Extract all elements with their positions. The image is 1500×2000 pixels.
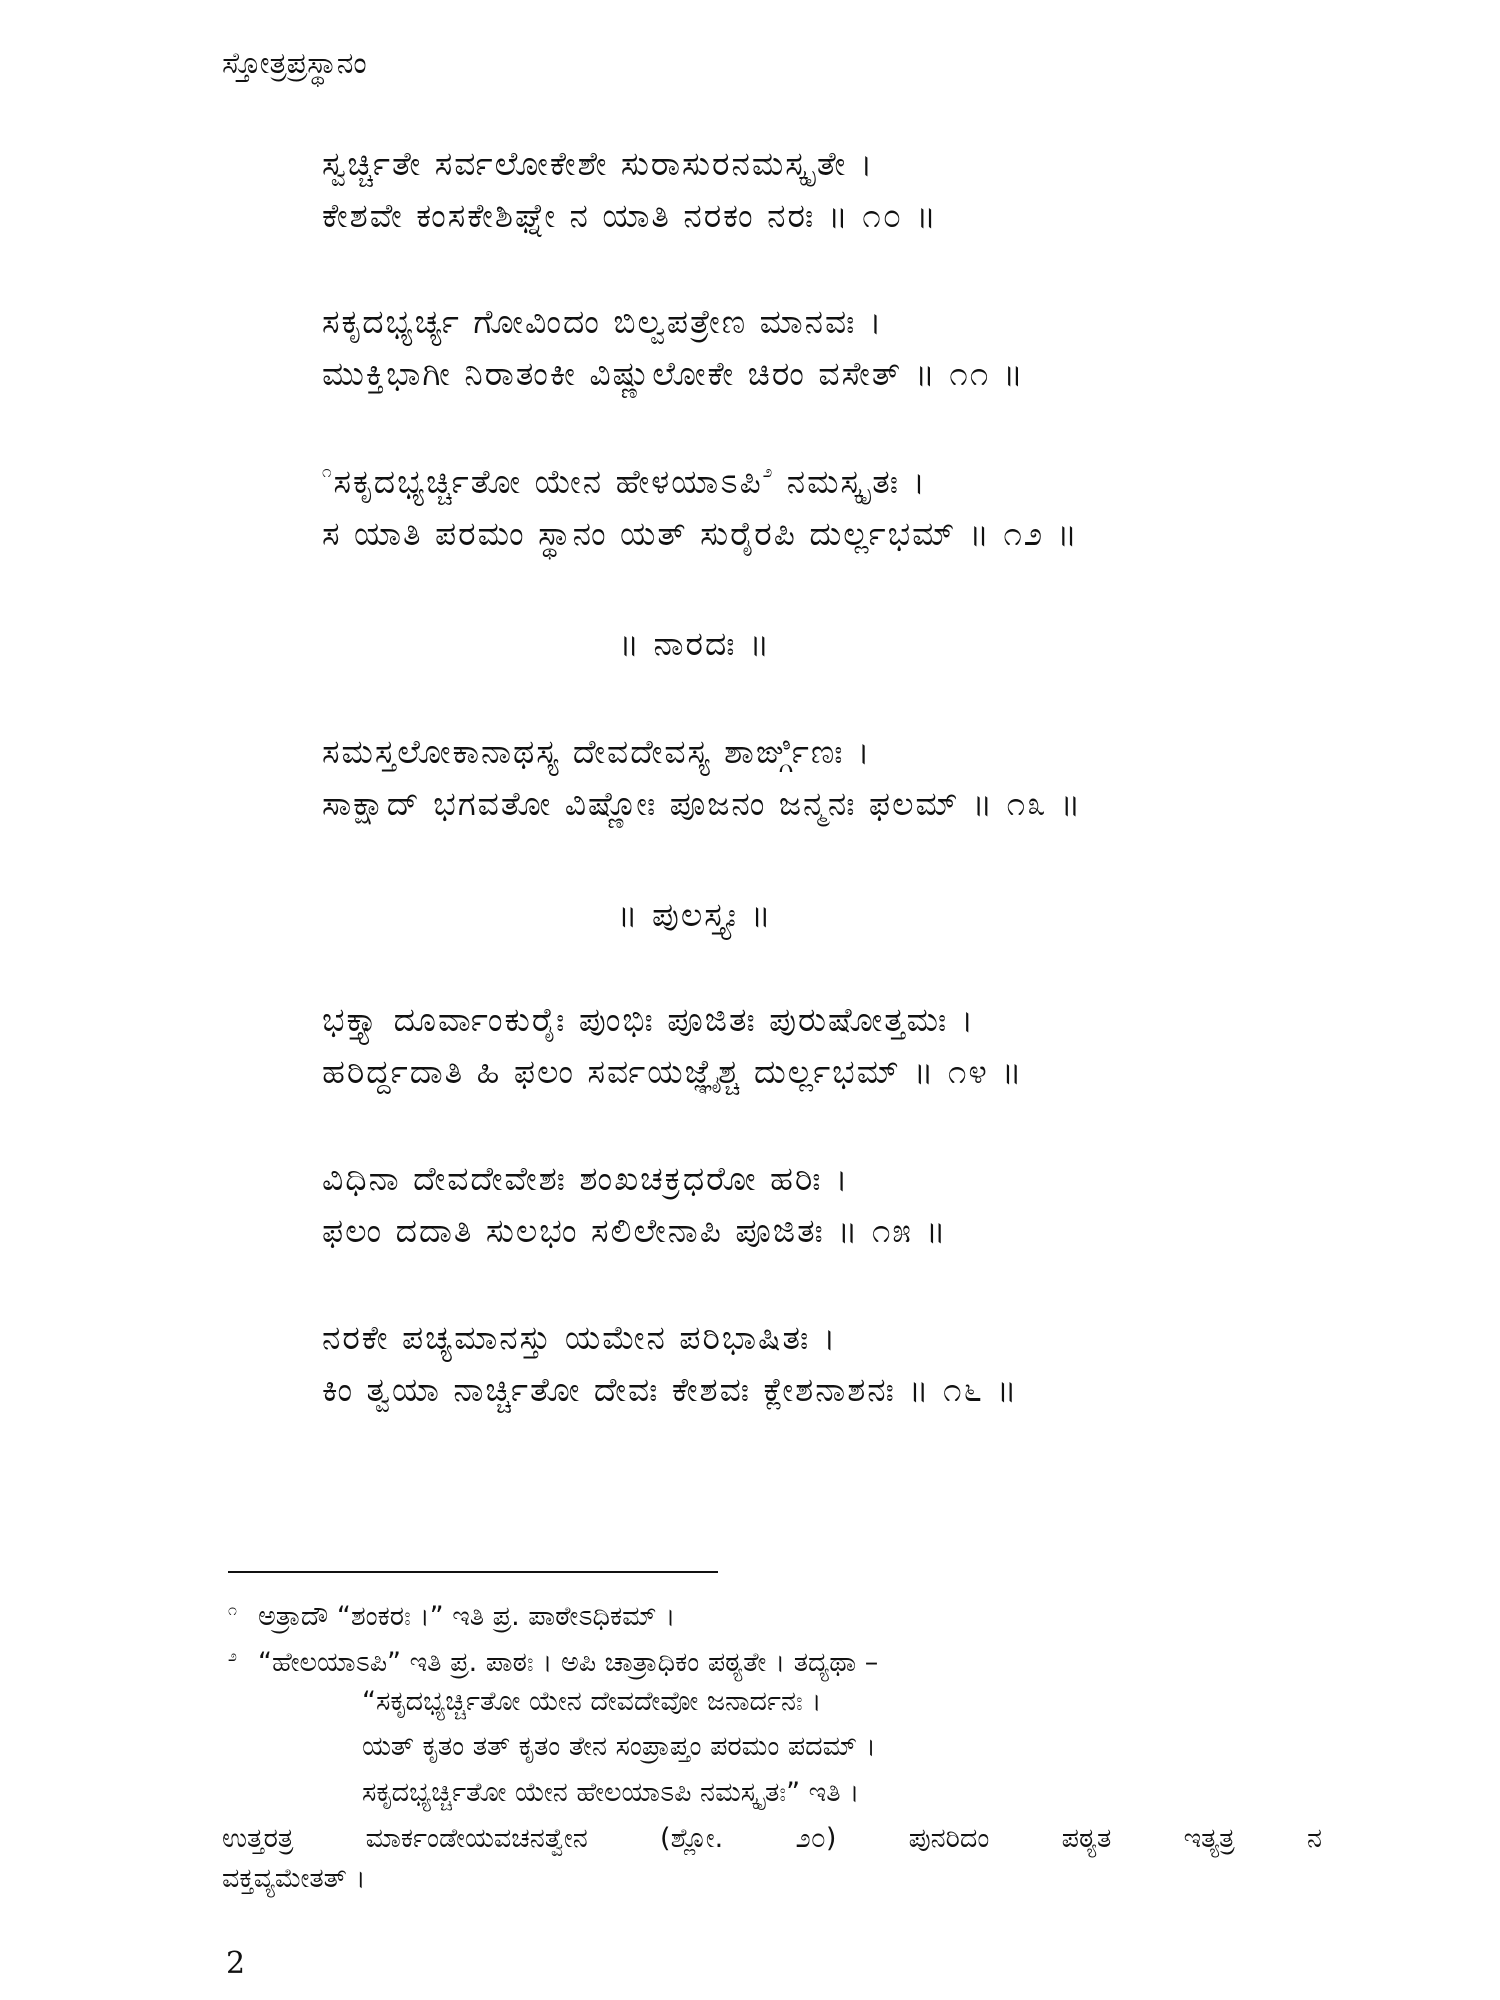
footnote-word: ೨೦) [795,1823,837,1854]
verse-line-part: ನಮಸ್ಕೃತಃ । [774,462,927,501]
running-head: ಸ್ತೋತ್ರಪ್ರಸ್ಥಾನಂ [222,46,367,81]
footnote-word: ನ [1306,1823,1322,1854]
footnote-word: ಪಠ್ಯತ [1061,1823,1112,1854]
verse-line: ಸಾಕ್ಷಾದ್ ಭಗವತೋ ವಿಷ್ಣೋಃ ಪೂಜನಂ ಜನ್ಮನಃ ಫಲಮ್ ॥ ೧೩ ॥ [322,784,1083,823]
verse-line: ಕೇಶವೇ ಕಂಸಕೇಶಿಘ್ನೇ ನ ಯಾತಿ ನರಕಂ ನರಃ ॥ ೧೦ ॥ [322,196,938,235]
verse-14 [322,994,1023,1098]
verse-13 [322,726,1082,830]
footnote-line: ವಕ್ತವ್ಯಮೇತತ್ । [222,1863,366,1894]
footnote-word: ಮಾರ್ಕಂಡೇಯವಚನತ್ವೇನ [365,1823,588,1854]
page-number: 2 [226,1946,246,1981]
footnote-text: “ಹೇಲಯಾಽಪಿ” ಇತಿ ಪ್ರ. ಪಾಠಃ । ಅಪಿ ಚಾತ್ರಾಧಿಕಂ ಪಠ್ಯತೇ । ತದ್ಯಥಾ – [258,1647,879,1678]
footnote-number: ೨ [228,1646,237,1665]
footnote-justified-line [222,1819,1322,1859]
verse-16 [322,1312,1019,1416]
verse-line [322,456,1079,508]
verse-12 [322,456,1079,560]
verse-line: ವಿಧಿನಾ ದೇವದೇವೇಶಃ ಶಂಖಚಕ್ರಧರೋ ಹರಿಃ । [322,1159,850,1198]
footnote-word: ಪುನರಿದಂ [908,1823,990,1854]
verse-line: ಭಕ್ತ್ಯಾ ದೂರ್ವಾಂಕುರೈಃ ಪುಂಭಿಃ ಪೂಜಿತಃ ಪುರುಷೋತ್ತಮಃ । [322,1000,976,1039]
footnote-text: ಅತ್ರಾದೌ “ಶಂಕರಃ ।” ಇತಿ ಪ್ರ. ಪಾಠೇಽಧಿಕಮ್ । [258,1601,676,1632]
verse-line: ಹರಿರ್ದ್ದದಾತಿ ಹಿ ಫಲಂ ಸರ್ವಯಜ್ಞೈಶ್ಚ ದುರ್ಲ್ಲಭಮ್ ॥ ೧೪ ॥ [322,1052,1024,1091]
speaker-heading-narada: ॥ ನಾರದಃ ॥ [618,624,772,663]
footnote-2 [228,1636,878,1683]
verse-line: ಸಮಸ್ತಲೋಕಾನಾಥಸ್ಯ ದೇವದೇವಸ್ಯ ಶಾರ್ಙ್ಗಿಣಃ । [322,732,872,771]
footnote-quote-line: ಯತ್ ಕೃತಂ ತತ್ ಕೃತಂ ತೇನ ಸಂಪ್ರಾಪ್ತಂ ಪರಮಂ ಪದಮ್ । [362,1731,876,1762]
footnote-quote-line: ಸಕೃದಭ್ಯರ್ಚ್ಚಿತೋ ಯೇನ ಹೇಲಯಾಽಪಿ ನಮಸ್ಕೃತಃ” ಇತಿ । [362,1777,860,1808]
verse-line-part: ಸಕೃದಭ್ಯರ್ಚ್ಚಿತೋ ಯೇನ ಹೇಳಯಾಽಪಿ [333,462,763,501]
verse-line: ಸ್ವರ್ಚ್ಚಿತೇ ಸರ್ವಲೋಕೇಶೇ ಸುರಾಸುರನಮಸ್ಕೃತೇ । [322,144,875,183]
footnote-word: ಇತ್ಯತ್ರ [1183,1823,1235,1854]
footnote-number: ೧ [228,1600,237,1619]
verse-line: ಸಕೃದಭ್ಯರ್ಚ್ಯ ಗೋವಿಂದಂ ಬಿಲ್ವಪತ್ರೇಣ ಮಾನವಃ । [322,302,884,341]
verse-line: ನರಕೇ ಪಚ್ಯಮಾನಸ್ತು ಯಮೇನ ಪರಿಭಾಷಿತಃ । [322,1318,838,1357]
footnote-word: (ಶ್ಲೋ. [660,1823,724,1854]
verse-line: ಕಿಂ ತ್ವಯಾ ನಾರ್ಚ್ಚಿತೋ ದೇವಃ ಕೇಶವಃ ಕ್ಲೇಶನಾಶನಃ ॥ ೧೬ ॥ [322,1370,1019,1409]
footnote-rule [228,1571,718,1573]
footnote-word: ಉತ್ತರತ್ರ [222,1823,294,1854]
footnote-continuation [222,1819,1322,1899]
speaker-heading-pulastya: ॥ ಪುಲಸ್ತ್ಯಃ ॥ [617,895,773,934]
verse-line: ಫಲಂ ದದಾತಿ ಸುಲಭಂ ಸಲಿಲೇನಾಪಿ ಪೂಜಿತಃ ॥ ೧೫ ॥ [322,1211,948,1250]
footnote-marker-2: ೨ [762,462,775,482]
footnote-1 [228,1590,675,1637]
verse-10 [322,138,938,242]
footnote-marker-1: ೧ [322,462,334,482]
verse-15 [322,1153,947,1257]
footnote-quote-line: “ಸಕೃದಭ್ಯರ್ಚ್ಚಿತೋ ಯೇನ ದೇವದೇವೋ ಜನಾರ್ದನಃ । [362,1686,822,1717]
verse-line: ಮುಕ್ತಿಭಾಗೀ ನಿರಾತಂಕೀ ವಿಷ್ಣುಲೋಕೇ ಚಿರಂ ವಸೇತ್ ॥ ೧೧ ॥ [322,354,1025,393]
verse-11 [322,296,1025,400]
verse-line: ಸ ಯಾತಿ ಪರಮಂ ಸ್ಥಾನಂ ಯತ್ ಸುರೈರಪಿ ದುರ್ಲ್ಲಭಮ್ ॥ ೧೨ ॥ [322,514,1079,553]
